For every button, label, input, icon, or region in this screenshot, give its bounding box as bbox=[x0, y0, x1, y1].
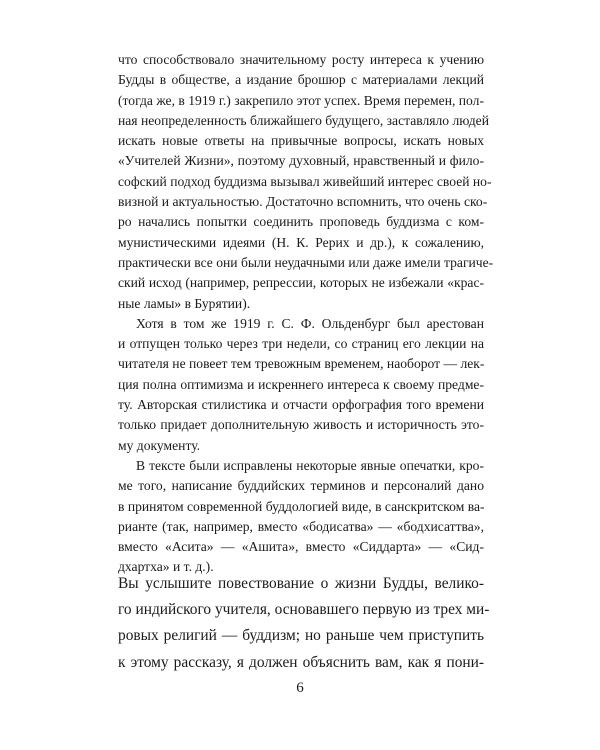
text-line: Будды в обществе, а издание брошюр с материалами лекций bbox=[118, 72, 484, 88]
text-line: рианте (так, например, вместо «бодисатва» — «бодхисаттва», bbox=[118, 518, 484, 534]
text-line: В тексте были исправлены некоторые явные опечатки, кро- bbox=[136, 457, 484, 473]
text-line: искать новые ответы на привычные вопросы, искать новых bbox=[118, 133, 484, 149]
text-line: (тогда же, в 1919 г.) закрепило этот успех. Время перемен, пол- bbox=[118, 92, 484, 108]
text-line: Вы услышите повествование о жизни Будды, велико- bbox=[118, 575, 484, 592]
text-line: дхартха» и т. д.). bbox=[118, 559, 214, 575]
paragraph-3 bbox=[118, 456, 484, 578]
text-line: ский исход (например, репрессии, которых не избежали «крас- bbox=[118, 275, 484, 291]
text-line: ту. Авторская стилистика и отчасти орфография того времени bbox=[118, 397, 484, 413]
editor-note bbox=[118, 50, 494, 578]
text-line: Хотя в том же 1919 г. С. Ф. Ольденбург был арестован bbox=[136, 315, 484, 331]
text-line: вместо «Асита» — «Ашита», вместо «Сиддарта» — «Сид- bbox=[118, 539, 484, 555]
text-line: ция полна оптимизма и искреннего интереса к своему предме- bbox=[118, 376, 484, 392]
text-line: ровых религий — буддизм; но раньше чем приступить bbox=[118, 627, 484, 645]
page-number: 6 bbox=[296, 680, 304, 696]
paragraph-1 bbox=[118, 50, 494, 314]
text-line: «Учителей Жизни», поэтому духовный, нравственный и фило- bbox=[118, 153, 484, 169]
text-line: го индийского учителя, основавшего первую из трех ми- bbox=[118, 601, 490, 619]
text-line: практически все они были неудачными или даже имели трагиче- bbox=[118, 254, 494, 270]
text-line: в принятом современной буддологией виде, в санскритском ва- bbox=[118, 498, 485, 514]
lecture-text bbox=[118, 571, 490, 676]
text-line: му документу. bbox=[118, 437, 201, 453]
text-line: мунистическими идеями (Н. К. Рерих и др.), к сожалению, bbox=[118, 234, 484, 250]
text-line: и отпущен только через три недели, со страниц его лекции на bbox=[118, 336, 484, 352]
text-line: ме того, написание буддийских терминов и персоналий дано bbox=[118, 478, 484, 494]
text-line: читателя не повеет тем тревожным временем, наоборот — лек- bbox=[118, 356, 485, 372]
text-line: ро начались попытки соединить проповедь буддизма с ком- bbox=[118, 214, 484, 230]
text-line: визной и актуальностью. Достаточно вспомнить, что очень ско- bbox=[118, 194, 488, 210]
text-line: что способствовало значительному росту интереса к учению bbox=[118, 52, 484, 67]
text-line: ная неопределенность ближайшего будущего, заставляло людей bbox=[118, 112, 489, 128]
text-line: ные ламы» в Бурятии). bbox=[118, 295, 251, 311]
text-line: софский подход буддизма вызывал живейший интерес своей но- bbox=[118, 173, 492, 189]
paragraph-2 bbox=[118, 314, 484, 456]
text-line: только придает дополнительную живость и историчность это- bbox=[118, 417, 484, 433]
text-line: к этому рассказу, я должен объяснить вам, как я пони- bbox=[118, 653, 484, 671]
